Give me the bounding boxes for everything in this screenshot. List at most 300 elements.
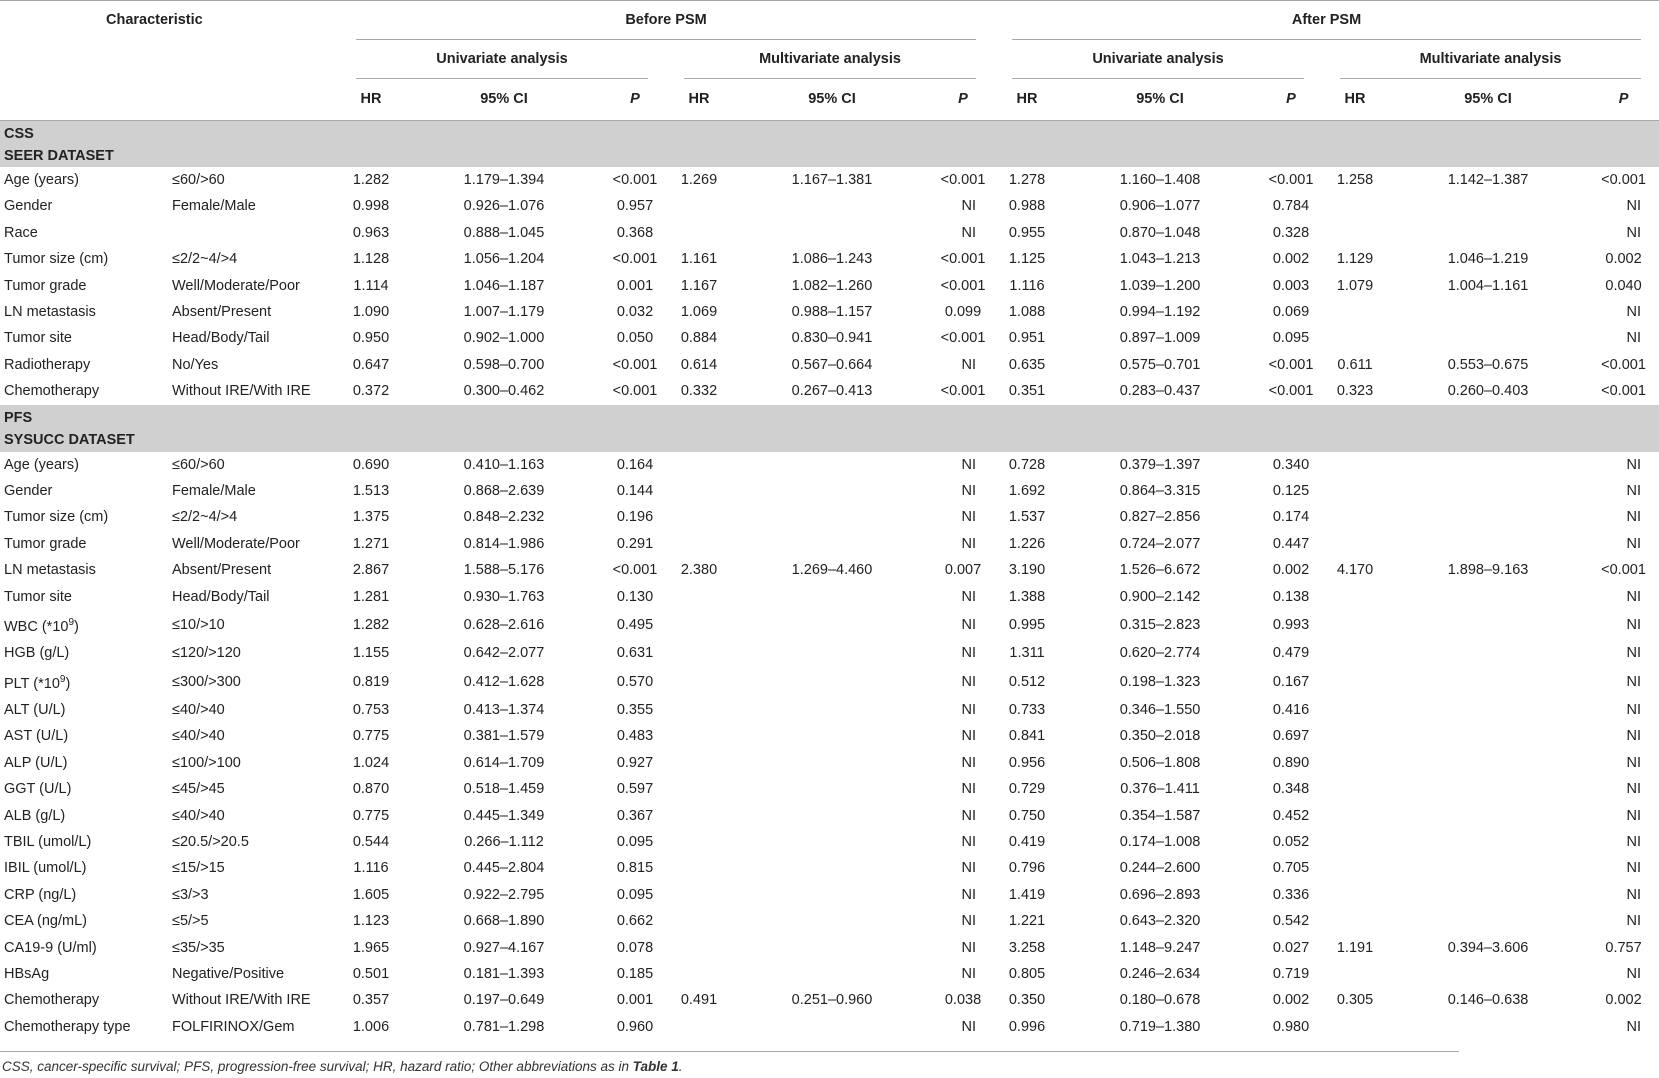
ci-value: 0.315–2.823 bbox=[1119, 617, 1201, 633]
before-univariate-header: Univariate analysis bbox=[338, 40, 666, 79]
p-value: 0.291 bbox=[616, 535, 654, 552]
variable-name: Age (years) bbox=[4, 456, 79, 473]
hr-value: 0.995 bbox=[1008, 617, 1046, 633]
variable-name: Chemotherapy type bbox=[4, 1018, 131, 1035]
hr-value: 0.733 bbox=[1008, 701, 1046, 718]
ci-value: 0.830–0.941 bbox=[791, 330, 873, 347]
hr-value: 1.537 bbox=[1008, 509, 1046, 526]
ci-value: 0.868–2.639 bbox=[463, 483, 545, 500]
hr-header: HR bbox=[688, 91, 710, 108]
hr-value: 1.278 bbox=[1008, 172, 1046, 188]
table-row bbox=[0, 882, 1659, 908]
before-multivariate-header: Multivariate analysis bbox=[666, 40, 994, 79]
variable-name: Chemotherapy bbox=[4, 992, 100, 1009]
hr-value: 1.258 bbox=[1336, 172, 1374, 188]
ci-value: 0.575–0.701 bbox=[1119, 356, 1201, 373]
hr-value bbox=[1322, 961, 1388, 987]
variable-categories: ≤3/>3 bbox=[172, 886, 209, 903]
variable-categories: Absent/Present bbox=[172, 562, 272, 579]
p-value: <0.001 bbox=[1268, 383, 1314, 400]
hr-value bbox=[666, 882, 732, 908]
p-value: 0.960 bbox=[616, 1018, 654, 1035]
ci-value: 0.174–1.008 bbox=[1119, 834, 1201, 850]
ci-value: 1.160–1.408 bbox=[1119, 172, 1201, 188]
hr-value bbox=[666, 723, 732, 749]
variable-categories: Well/Moderate/Poor bbox=[172, 535, 300, 552]
ci-value bbox=[1388, 452, 1588, 478]
variable-categories: ≤45/>45 bbox=[172, 781, 225, 798]
p-value: 0.815 bbox=[616, 860, 654, 877]
variable-categories: ≤40/>40 bbox=[172, 728, 225, 745]
ci-value bbox=[1388, 723, 1588, 749]
header-row-1 bbox=[0, 1, 1659, 41]
p-value: 0.130 bbox=[616, 588, 654, 605]
ci-value bbox=[732, 504, 932, 530]
p-value: 0.007 bbox=[944, 562, 982, 579]
p-value: NI bbox=[1626, 728, 1642, 745]
p-value: NI bbox=[961, 728, 977, 745]
hr-value: 0.750 bbox=[1008, 807, 1046, 824]
hr-value bbox=[666, 697, 732, 723]
table-row bbox=[0, 723, 1659, 749]
p-value: NI bbox=[961, 673, 977, 690]
table-row bbox=[0, 697, 1659, 723]
variable-name: Age (years) bbox=[4, 172, 79, 188]
hr-value: 1.375 bbox=[352, 509, 390, 526]
variable-categories: Absent/Present bbox=[172, 304, 272, 321]
p-value: 0.328 bbox=[1272, 224, 1310, 241]
p-value: NI bbox=[961, 645, 977, 662]
hr-value bbox=[1322, 723, 1388, 749]
p-value: NI bbox=[1626, 913, 1642, 930]
p-value: 0.697 bbox=[1272, 728, 1310, 745]
variable-categories: Well/Moderate/Poor bbox=[172, 277, 300, 294]
variable-name: ALP (U/L) bbox=[4, 754, 68, 771]
hr-value bbox=[1322, 1014, 1388, 1040]
variable-name: PLT $(*10^9)$ bbox=[4, 673, 71, 692]
p-value: 0.001 bbox=[616, 992, 654, 1009]
hr-value: 1.605 bbox=[352, 886, 390, 903]
variable-categories: ≤60/>60 bbox=[172, 172, 225, 188]
p-value: NI bbox=[961, 966, 977, 983]
ci-value: 0.988–1.157 bbox=[791, 304, 873, 321]
hr-value: 1.090 bbox=[352, 304, 390, 321]
ci-value: 0.614–1.709 bbox=[463, 754, 545, 771]
hr-value bbox=[666, 750, 732, 776]
ci-header: 95% CI bbox=[480, 91, 528, 108]
ci-value: 0.814–1.986 bbox=[463, 535, 545, 552]
hr-value: 0.753 bbox=[352, 701, 390, 718]
p-value: 0.957 bbox=[616, 198, 654, 215]
ci-value bbox=[732, 584, 932, 610]
p-value: 0.993 bbox=[1272, 617, 1310, 633]
ci-value: 0.379–1.397 bbox=[1119, 456, 1201, 473]
p-header: P bbox=[1286, 91, 1296, 108]
p-value: 0.002 bbox=[1605, 251, 1642, 268]
hr-value: 1.123 bbox=[352, 913, 390, 930]
hr-value: 0.729 bbox=[1008, 781, 1046, 798]
variable-name: Race bbox=[4, 224, 38, 241]
hr-value bbox=[666, 584, 732, 610]
hr-value: 2.867 bbox=[352, 562, 390, 579]
p-header: P bbox=[958, 91, 968, 108]
variable-categories: ≤5/>5 bbox=[172, 913, 209, 930]
p-value: NI bbox=[1626, 535, 1642, 552]
hr-value: 0.775 bbox=[352, 728, 390, 745]
variable-categories: ≤40/>40 bbox=[172, 701, 225, 718]
variable-categories: ≤10/>10 bbox=[172, 617, 225, 633]
p-value: <0.001 bbox=[940, 251, 986, 268]
table-row bbox=[0, 855, 1659, 881]
hr-value: 0.956 bbox=[1008, 754, 1046, 771]
hr-value: 4.170 bbox=[1336, 562, 1374, 579]
variable-name: Tumor site bbox=[4, 330, 72, 347]
variable-categories: Female/Male bbox=[172, 483, 256, 500]
variable-name: Tumor size (cm) bbox=[4, 509, 109, 526]
p-value: <0.001 bbox=[1601, 172, 1646, 188]
ci-value bbox=[732, 193, 932, 219]
ci-value bbox=[732, 829, 932, 855]
hr-value bbox=[1322, 452, 1388, 478]
ci-value: 0.283–0.437 bbox=[1119, 383, 1201, 400]
variable-categories: ≤120/>120 bbox=[172, 645, 241, 662]
ci-value bbox=[1388, 908, 1588, 934]
ci-value: 0.260–0.403 bbox=[1447, 383, 1529, 400]
hr-value: 1.116 bbox=[1009, 277, 1045, 294]
hr-value bbox=[666, 961, 732, 987]
hr-value: 1.226 bbox=[1008, 535, 1046, 552]
hr-value bbox=[1322, 325, 1388, 351]
hr-value bbox=[666, 829, 732, 855]
table-row bbox=[0, 504, 1659, 530]
variable-categories bbox=[172, 220, 338, 246]
p-value: 0.196 bbox=[616, 509, 654, 526]
table-row bbox=[0, 531, 1659, 557]
hr-value: 0.805 bbox=[1008, 966, 1046, 983]
table-row bbox=[0, 193, 1659, 219]
table-reference: Table 1 bbox=[632, 1059, 679, 1074]
hr-value bbox=[666, 935, 732, 961]
p-value: 0.069 bbox=[1272, 304, 1310, 321]
ci-value: 0.394–3.606 bbox=[1447, 939, 1529, 956]
hr-value: 0.996 bbox=[1008, 1018, 1046, 1035]
hr-value: 0.332 bbox=[680, 383, 718, 400]
ci-value bbox=[1388, 855, 1588, 881]
variable-name: ALB (g/L) bbox=[4, 807, 66, 824]
hr-value bbox=[1322, 610, 1388, 640]
table-row bbox=[0, 610, 1659, 640]
hr-value: 0.775 bbox=[352, 807, 390, 824]
p-value: 0.002 bbox=[1272, 251, 1310, 268]
ci-value bbox=[732, 697, 932, 723]
p-value: 0.078 bbox=[616, 939, 654, 956]
table-row bbox=[0, 776, 1659, 802]
ci-value bbox=[1388, 697, 1588, 723]
ci-value: 1.082–1.260 bbox=[791, 277, 873, 294]
ci-value: 0.251–0.960 bbox=[791, 992, 873, 1009]
p-value: NI bbox=[961, 701, 977, 718]
ci-value: 0.412–1.628 bbox=[463, 673, 545, 690]
ci-value bbox=[732, 908, 932, 934]
ci-value bbox=[1388, 325, 1588, 351]
ci-value: 1.004–1.161 bbox=[1447, 277, 1529, 294]
after-multivariate-header: Multivariate analysis bbox=[1322, 40, 1659, 79]
p-value: 0.185 bbox=[616, 966, 654, 983]
hr-value: 0.419 bbox=[1008, 834, 1046, 850]
ci-value bbox=[732, 640, 932, 666]
ci-value: 0.180–0.678 bbox=[1119, 992, 1201, 1009]
ci-value: 0.628–2.616 bbox=[463, 617, 545, 633]
ci-value: 0.906–1.077 bbox=[1119, 198, 1201, 215]
p-value: NI bbox=[1626, 886, 1642, 903]
p-value: 0.890 bbox=[1272, 754, 1310, 771]
ci-value bbox=[1388, 299, 1588, 325]
p-value: <0.001 bbox=[1601, 383, 1646, 400]
hr-value bbox=[666, 1014, 732, 1040]
p-value: 0.336 bbox=[1272, 886, 1310, 903]
hr-value: 1.024 bbox=[352, 754, 390, 771]
ci-value bbox=[732, 961, 932, 987]
table-row bbox=[0, 452, 1659, 478]
p-value: <0.001 bbox=[940, 172, 986, 188]
hr-value: 1.221 bbox=[1008, 913, 1046, 930]
hr-value: 1.128 bbox=[352, 251, 390, 268]
p-value: NI bbox=[1626, 673, 1642, 690]
p-value: <0.001 bbox=[612, 251, 658, 268]
ci-value: 0.827–2.856 bbox=[1119, 509, 1201, 526]
hr-value: 0.350 bbox=[1008, 992, 1046, 1009]
variable-name: GGT (U/L) bbox=[4, 781, 72, 798]
ci-value: 0.244–2.600 bbox=[1119, 860, 1201, 877]
ci-value: 0.445–2.804 bbox=[463, 860, 545, 877]
hr-value: 1.167 bbox=[680, 277, 718, 294]
hr-value bbox=[1322, 750, 1388, 776]
p-value: NI bbox=[1626, 617, 1642, 633]
variable-categories: ≤300/>300 bbox=[172, 673, 241, 690]
hr-value: 0.988 bbox=[1008, 198, 1046, 215]
p-value: NI bbox=[1626, 456, 1642, 473]
ci-value: 1.167–1.381 bbox=[791, 172, 873, 188]
ci-value: 0.506–1.808 bbox=[1119, 754, 1201, 771]
p-value: <0.001 bbox=[1268, 356, 1314, 373]
table-row bbox=[0, 750, 1659, 776]
ci-value: 0.197–0.649 bbox=[463, 992, 545, 1009]
ci-value bbox=[732, 935, 932, 961]
variable-name: CEA (ng/mL) bbox=[4, 913, 87, 930]
p-value: NI bbox=[961, 509, 977, 526]
hr-value: 0.841 bbox=[1008, 728, 1046, 745]
hr-value bbox=[1322, 640, 1388, 666]
hr-value: 0.635 bbox=[1008, 356, 1046, 373]
ci-value: 0.900–2.142 bbox=[1119, 588, 1201, 605]
ci-value bbox=[1388, 640, 1588, 666]
hr-value bbox=[666, 640, 732, 666]
p-value: <0.001 bbox=[612, 562, 658, 579]
hr-value: 1.116 bbox=[353, 860, 389, 877]
hr-header: HR bbox=[360, 91, 382, 108]
ci-value: 1.046–1.187 bbox=[463, 277, 545, 294]
ci-value: 0.246–2.634 bbox=[1119, 966, 1201, 983]
p-value: 0.144 bbox=[616, 483, 654, 500]
p-value: <0.001 bbox=[1601, 356, 1646, 373]
hr-value: 1.161 bbox=[680, 251, 718, 268]
hr-value: 0.728 bbox=[1008, 456, 1046, 473]
table-row bbox=[0, 273, 1659, 299]
before-psm-header: Before PSM bbox=[338, 1, 994, 41]
p-value: 0.447 bbox=[1272, 535, 1310, 552]
ci-header: 95% CI bbox=[1464, 91, 1512, 108]
hr-value: 1.965 bbox=[352, 939, 390, 956]
table-row bbox=[0, 829, 1659, 855]
ci-value: 0.266–1.112 bbox=[464, 834, 544, 850]
hr-value bbox=[1322, 829, 1388, 855]
hr-value bbox=[666, 531, 732, 557]
p-value: NI bbox=[1626, 483, 1642, 500]
table-row bbox=[0, 667, 1659, 697]
table-row bbox=[0, 478, 1659, 504]
hr-value: 3.258 bbox=[1008, 939, 1046, 956]
p-value: 0.001 bbox=[616, 277, 654, 294]
p-value: 0.174 bbox=[1272, 509, 1310, 526]
p-value: <0.001 bbox=[1601, 562, 1646, 579]
ci-value bbox=[732, 531, 932, 557]
ci-value: 1.046–1.219 bbox=[1447, 251, 1529, 268]
p-value: 0.138 bbox=[1272, 588, 1310, 605]
table-row bbox=[0, 378, 1659, 404]
table-row bbox=[0, 908, 1659, 934]
ci-value: 0.350–2.018 bbox=[1119, 728, 1201, 745]
variable-name: ALT (U/L) bbox=[4, 701, 66, 718]
hr-value: 0.870 bbox=[352, 781, 390, 798]
p-value: NI bbox=[961, 617, 977, 633]
hr-value: 0.357 bbox=[352, 992, 390, 1009]
p-value: NI bbox=[1626, 645, 1642, 662]
p-value: NI bbox=[961, 483, 977, 500]
variable-name: Gender bbox=[4, 198, 53, 215]
p-value: 0.348 bbox=[1272, 781, 1310, 798]
ci-value: 1.056–1.204 bbox=[463, 251, 545, 268]
p-value: 0.040 bbox=[1605, 277, 1642, 294]
variable-categories: ≤20.5/>20.5 bbox=[172, 834, 249, 850]
hr-value: 1.282 bbox=[352, 172, 390, 188]
p-value: NI bbox=[1626, 224, 1642, 241]
p-value: 0.095 bbox=[616, 834, 654, 850]
p-value: <0.001 bbox=[612, 172, 658, 188]
ci-value: 0.376–1.411 bbox=[1120, 781, 1200, 798]
variable-name: TBIL (umol/L) bbox=[4, 834, 92, 850]
ci-value: 1.526–6.672 bbox=[1119, 562, 1201, 579]
hr-value: 1.269 bbox=[680, 172, 718, 188]
ci-value bbox=[1388, 610, 1588, 640]
p-value: 0.542 bbox=[1272, 913, 1310, 930]
hr-value: 1.079 bbox=[1336, 277, 1374, 294]
hr-value: 1.271 bbox=[352, 535, 390, 552]
ci-value: 0.643–2.320 bbox=[1119, 913, 1201, 930]
ci-value: 0.354–1.587 bbox=[1119, 807, 1201, 824]
p-value: 0.662 bbox=[616, 913, 654, 930]
hr-value: 1.069 bbox=[680, 304, 718, 321]
hr-value: 0.647 bbox=[352, 356, 390, 373]
p-value: 0.099 bbox=[944, 304, 982, 321]
p-header: P bbox=[630, 91, 640, 108]
variable-name: Chemotherapy bbox=[4, 383, 100, 400]
p-value: NI bbox=[1626, 509, 1642, 526]
p-value: 0.757 bbox=[1605, 939, 1642, 956]
p-value: 0.367 bbox=[616, 807, 654, 824]
ci-value: 1.007–1.179 bbox=[463, 304, 545, 321]
ci-value: 0.267–0.413 bbox=[791, 383, 873, 400]
p-value: NI bbox=[961, 198, 977, 215]
p-value: 0.416 bbox=[1272, 701, 1310, 718]
hr-value bbox=[1322, 193, 1388, 219]
ci-value: 0.922–2.795 bbox=[463, 886, 545, 903]
p-value: NI bbox=[961, 1018, 977, 1035]
p-value: NI bbox=[961, 456, 977, 473]
variable-categories: ≤40/>40 bbox=[172, 807, 225, 824]
variable-categories: ≤2/2~4/>4 bbox=[172, 509, 238, 526]
p-value: 0.167 bbox=[1272, 673, 1310, 690]
variable-name: HBsAg bbox=[4, 966, 50, 983]
p-value: 0.038 bbox=[944, 992, 982, 1009]
table-body bbox=[0, 120, 1659, 1040]
variable-categories: ≤2/2~4/>4 bbox=[172, 251, 238, 268]
p-value: 0.164 bbox=[616, 456, 654, 473]
hr-value bbox=[1322, 855, 1388, 881]
hr-value bbox=[666, 452, 732, 478]
p-value: NI bbox=[961, 588, 977, 605]
variable-categories: ≤60/>60 bbox=[172, 456, 225, 473]
ci-value: 1.269–4.460 bbox=[791, 562, 873, 579]
hr-value: 0.884 bbox=[680, 330, 718, 347]
table-row bbox=[0, 299, 1659, 325]
p-value: <0.001 bbox=[940, 383, 986, 400]
p-value: <0.001 bbox=[940, 277, 986, 294]
ci-value: 0.410–1.163 bbox=[463, 456, 545, 473]
p-value: NI bbox=[961, 356, 977, 373]
hr-value: 1.311 bbox=[1009, 645, 1045, 662]
variable-name: CRP (ng/L) bbox=[4, 886, 77, 903]
p-value: 0.495 bbox=[616, 617, 654, 633]
ci-value bbox=[732, 452, 932, 478]
section-dataset: SYSUCC DATASET bbox=[4, 431, 135, 448]
p-value: NI bbox=[1626, 588, 1642, 605]
hr-value bbox=[1322, 584, 1388, 610]
p-value: NI bbox=[1626, 966, 1642, 983]
section-label bbox=[0, 120, 1659, 167]
after-univariate-header: Univariate analysis bbox=[994, 40, 1322, 79]
p-value: 0.095 bbox=[1272, 330, 1310, 347]
ci-value: 0.445–1.349 bbox=[463, 807, 545, 824]
p-value: NI bbox=[1626, 330, 1642, 347]
ci-value: 0.864–3.315 bbox=[1119, 483, 1201, 500]
p-value: NI bbox=[961, 939, 977, 956]
hr-value bbox=[666, 610, 732, 640]
hr-value: 0.690 bbox=[352, 456, 390, 473]
table-row bbox=[0, 1014, 1659, 1040]
hr-value bbox=[666, 776, 732, 802]
hr-value: 0.951 bbox=[1008, 330, 1046, 347]
table-row bbox=[0, 325, 1659, 351]
variable-name: AST (U/L) bbox=[4, 728, 69, 745]
table-row bbox=[0, 640, 1659, 666]
section-header-row bbox=[0, 405, 1659, 452]
ci-value bbox=[1388, 750, 1588, 776]
hr-value: 0.611 bbox=[1337, 356, 1373, 373]
hr-value bbox=[1322, 299, 1388, 325]
variable-name: Radiotherapy bbox=[4, 356, 91, 373]
table-row bbox=[0, 167, 1659, 193]
section-header-row bbox=[0, 120, 1659, 167]
